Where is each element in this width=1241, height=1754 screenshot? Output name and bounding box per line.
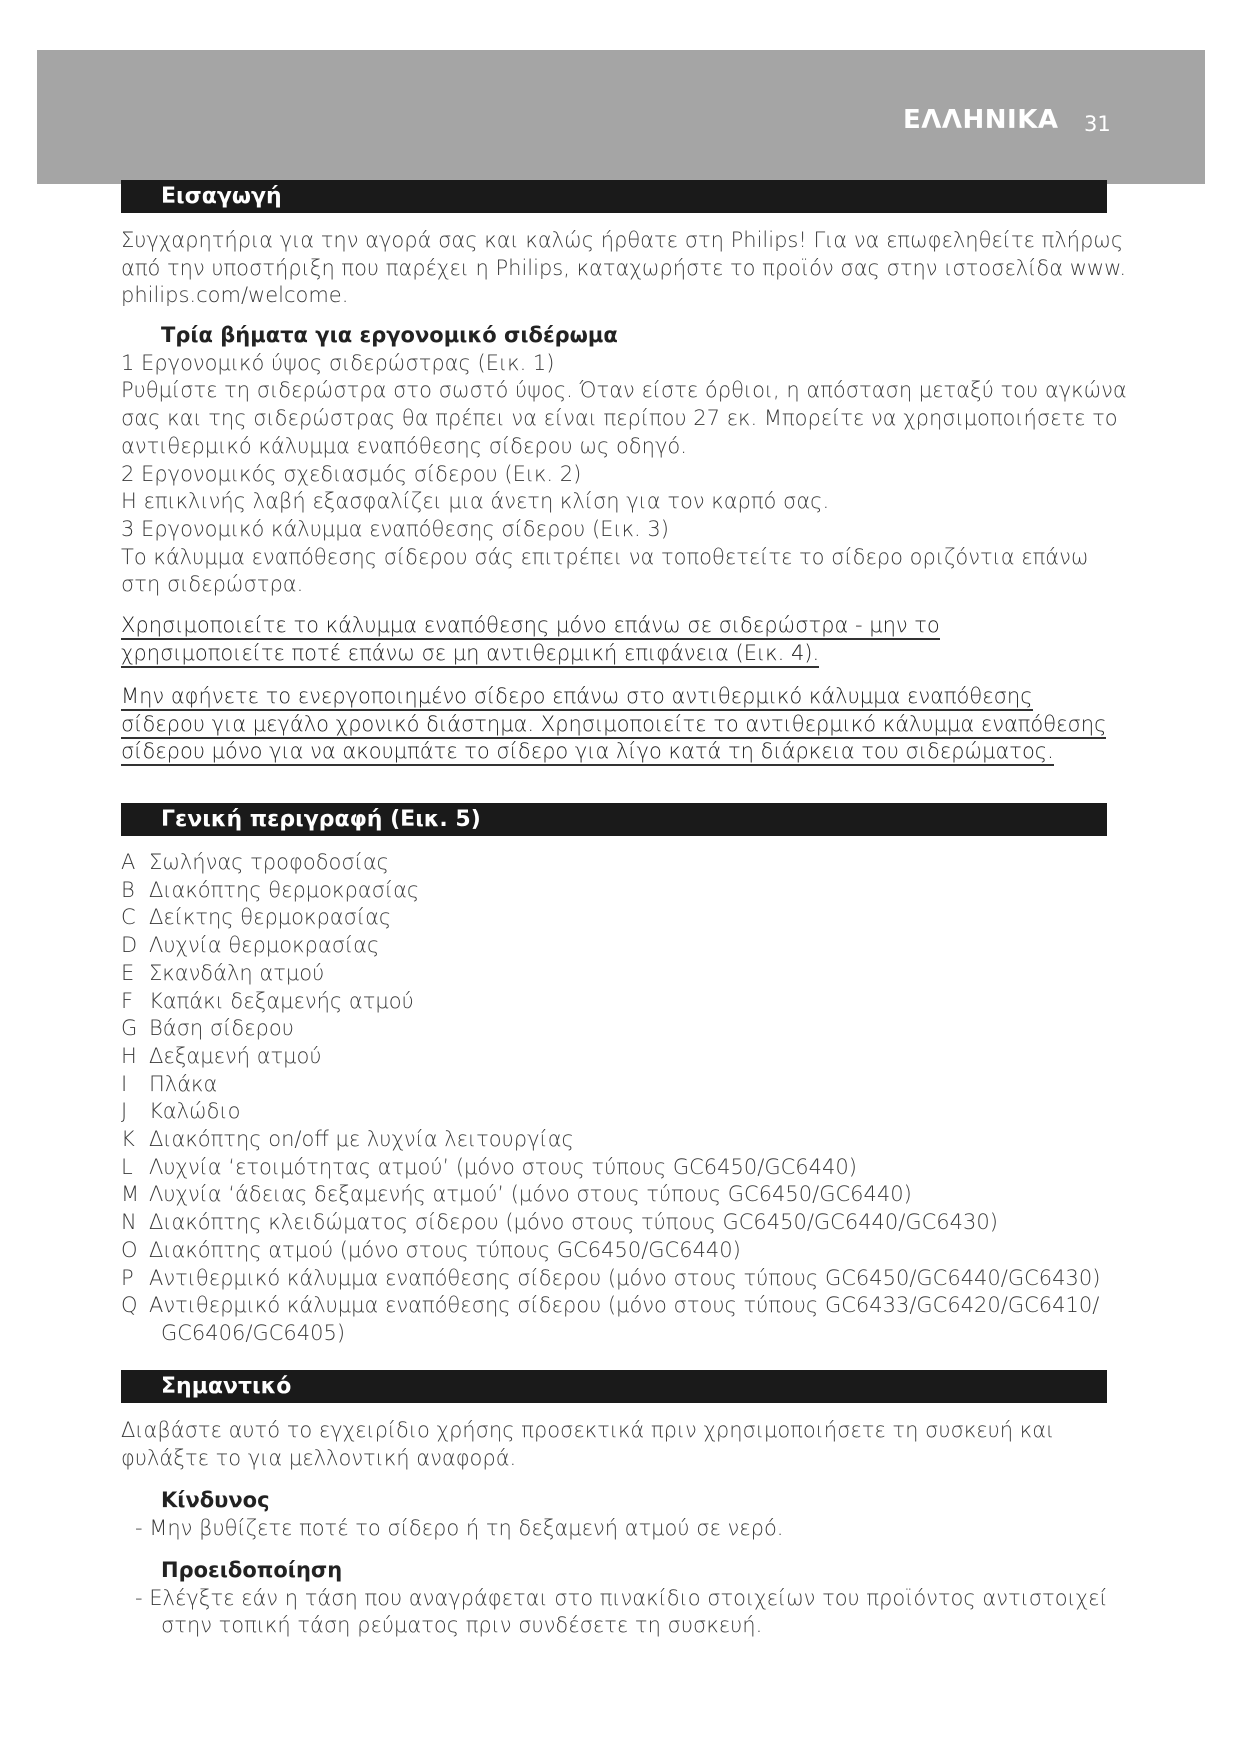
subheading-three-steps: Τρία βήματα για εργονομικό σιδέρωμα [161, 323, 618, 347]
list-item: L Λυχνία ‘ετοιμότητας ατμού’ (μόνο στους τύπους GC6450/GC6440) [121, 1154, 857, 1179]
important-paragraph [121, 1417, 1111, 1472]
text-line: στη σιδερώστρα. [121, 572, 304, 597]
intro-paragraph [121, 227, 1126, 310]
text-line: Το κάλυμμα εναπόθεσης σίδερου σάς επιτρέπει να τοποθετείτε το σίδερο οριζόντια επάνω [121, 544, 1089, 569]
danger-block [121, 1487, 1111, 1542]
warning-line: σίδερου για μεγάλο χρονικό διάστημα. Χρησιμοποιείτε το αντιθερμικό κάλυμμα εναπόθεσης [121, 712, 1106, 739]
list-item: D Λυχνία θερμοκρασίας [121, 933, 380, 958]
text-line: σας και της σιδερώστρας θα πρέπει να είναι περίπου 27 εκ. Μπορείτε να χρησιμοποιήσετε το [121, 406, 1118, 431]
text-line: Συγχαρητήρια για την αγορά σας και καλώς ήρθατε στη Philips! Για να επωφεληθείτε πλήρως [121, 228, 1124, 252]
page-number: 31 [1084, 112, 1111, 136]
list-item: E Σκανδάλη ατμού [121, 960, 325, 985]
text-line: από την υποστήριξη που παρέχει η Philips, καταχωρήστε το προϊόν σας στην ιστοσελίδα www. [121, 255, 1126, 280]
text-line: 2 Εργονομικός σχεδιασμός σίδερου (Εικ. 2) [121, 461, 582, 486]
warning-line: Μην αφήνετε το ενεργοποιημένο σίδερο επάνω στο αντιθερμικό κάλυμμα εναπόθεσης [121, 684, 1033, 711]
warning-line: Χρησιμοποιείτε το κάλυμμα εναπόθεσης μόνο επάνω σε σιδερώστρα - μην το [121, 613, 940, 640]
parts-list [121, 849, 1111, 1348]
text-line: Η επικλινής λαβή εξασφαλίζει μια άνετη κλίση για τον καρπό σας. [121, 489, 830, 514]
list-item: I Πλάκα [121, 1071, 218, 1096]
list-item: N Διακόπτης κλειδώματος σίδερου (μόνο στους τύπους GC6450/GC6440/GC6430) [121, 1210, 998, 1235]
list-item: H Δεξαμενή ατμού [121, 1043, 322, 1068]
text-line: 1 Εργονομικό ύψος σιδερώστρας (Εικ. 1) [121, 350, 555, 375]
list-item: Q Αντιθερμικό κάλυμμα εναπόθεσης σίδερου (μόνο στους τύπους GC6433/GC6420/GC6410/ [121, 1293, 1100, 1318]
list-item: A Σωλήνας τροφοδοσίας [121, 850, 389, 874]
list-item: C Δείκτης θερμοκρασίας [121, 905, 392, 930]
text-line: αντιθερμικό κάλυμμα εναπόθεσης σίδερου ως οδηγό. [121, 433, 687, 458]
text-line: philips.com/welcome. [121, 283, 349, 308]
section-title-important: Σημαντικό [121, 1370, 1107, 1403]
list-item: K Διακόπτης on/off με λυχνία λειτουργίας [121, 1127, 574, 1152]
warning-line: χρησιμοποιείτε ποτέ επάνω σε μη αντιθερμική επιφάνεια (Εικ. 4). [121, 641, 819, 668]
text-line: φυλάξτε το για μελλοντική αναφορά. [121, 1445, 517, 1470]
warning-note-1 [121, 612, 1111, 667]
danger-heading: Κίνδυνος [161, 1488, 270, 1512]
section-title-general: Γενική περιγραφή (Εικ. 5) [121, 803, 1107, 836]
list-item: F Καπάκι δεξαμενής ατμού [121, 988, 414, 1013]
header-language: ΕΛΛΗΝΙΚΑ [903, 105, 1059, 135]
list-item: P Αντιθερμικό κάλυμμα εναπόθεσης σίδερου (μόνο στους τύπους GC6450/GC6440/GC6430) [121, 1265, 1101, 1290]
list-item: G Βάση σίδερου [121, 1016, 294, 1041]
warning-note-2 [121, 683, 1111, 766]
list-item: M Λυχνία ‘άδειας δεξαμενής ατμού’ (μόνο στους τύπους GC6450/GC6440) [121, 1182, 912, 1207]
text-line: Ρυθμίστε τη σιδερώστρα στο σωστό ύψος. Όταν είστε όρθιοι, η απόσταση μεταξύ του αγκώνα [121, 378, 1127, 403]
text-line: 3 Εργονομικό κάλυμμα εναπόθεσης σίδερου (Εικ. 3) [121, 516, 669, 541]
warning-item: - Ελέγξτε εάν η τάση που αναγράφεται στο πινακίδιο στοιχείων του προϊόντος αντιστοιχεί [135, 1585, 1108, 1610]
warning-line: σίδερου μόνο για να ακουμπάτε το σίδερο για λίγο κατά τη διάρκεια του σιδερώματος. [121, 739, 1054, 766]
text-line: Διαβάστε αυτό το εγχειρίδιο χρήσης προσεκτικά πριν χρησιμοποιήσετε τη συσκευή και [121, 1418, 1055, 1442]
list-item: B Διακόπτης θερμοκρασίας [121, 877, 420, 902]
list-item: J Καλώδιο [121, 1099, 241, 1124]
ergonomic-steps [121, 322, 1127, 599]
danger-item: - Μην βυθίζετε ποτέ το σίδερο ή τη δεξαμενή ατμού σε νερό. [135, 1515, 784, 1540]
list-item: O Διακόπτης ατμού (μόνο στους τύπους GC6450/GC6440) [121, 1237, 741, 1262]
warning-heading: Προειδοποίηση [161, 1558, 343, 1582]
warning-block [121, 1557, 1111, 1640]
section-title-intro: Εισαγωγή [121, 180, 1107, 213]
warning-item-continuation: στην τοπική τάση ρεύματος πριν συνδέσετε τη συσκευή. [161, 1613, 763, 1638]
list-item-continuation: GC6406/GC6405) [161, 1320, 346, 1345]
